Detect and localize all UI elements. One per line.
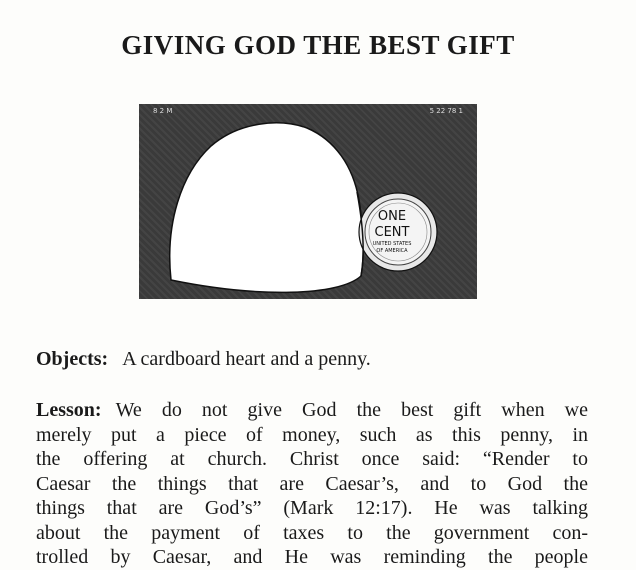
lesson-line: trolled by Caesar, and He was reminding the people: [36, 546, 588, 568]
heart-and-penny-photo: [139, 104, 477, 299]
lesson-line: merely put a piece of money, such as this penny, in: [36, 423, 588, 446]
coin-text-united-states: UNITED STATES: [372, 241, 412, 247]
lesson-line: Lesson: We do not give God the best gift when we: [36, 399, 588, 421]
coin-text-of-america: OF AMERICA: [376, 248, 408, 254]
cardboard-heart-icon: [170, 123, 363, 292]
lesson-paragraph: [36, 398, 588, 570]
lesson-line: Caesar the things that are Caesar’s, and to God the: [36, 472, 588, 495]
lesson-line: things that are God’s” (Mark 12:17). He was talking: [36, 497, 588, 519]
objects-text: A cardboard heart and a penny.: [122, 348, 371, 370]
photo-corner-label-left: 8 2 M: [153, 107, 173, 115]
objects-paragraph: [36, 348, 371, 371]
coin-text-one: ONE: [377, 209, 407, 224]
lesson-line: about the payment of taxes to the government con-: [36, 521, 588, 544]
objects-label: Objects:: [36, 348, 109, 370]
page-title: GIVING GOD THE BEST GIFT: [121, 30, 515, 60]
coin-text-cent: CENT: [374, 225, 410, 240]
lesson-line: the offering at church. Christ once said: “Render to: [36, 448, 588, 470]
photo-corner-label-right: 5 22 78 1: [429, 107, 463, 115]
heart-and-penny-illustration: [139, 104, 477, 299]
lesson-label: Lesson:: [36, 399, 102, 421]
